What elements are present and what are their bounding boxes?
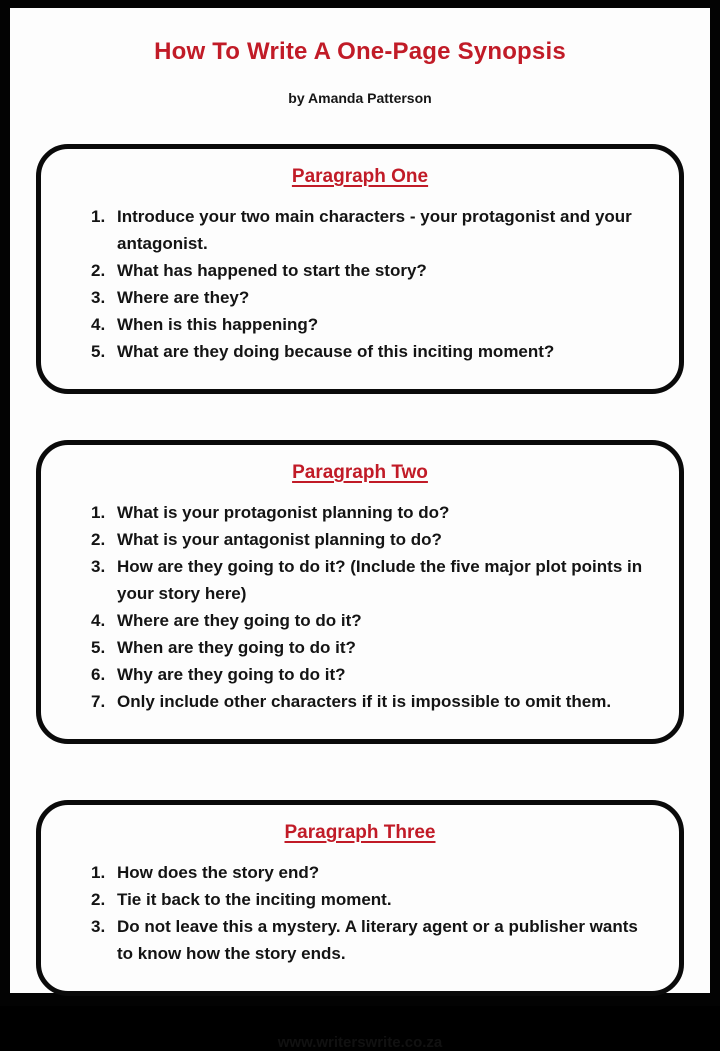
paragraph-three-list [69, 859, 651, 967]
list-item: What has happened to start the story? [117, 261, 427, 280]
list-item: Tie it back to the inciting moment. [117, 890, 392, 909]
paragraph-two-list [69, 499, 651, 715]
list-item: Where are they going to do it? [117, 611, 362, 630]
synopsis-poster [10, 8, 710, 1051]
list-item: When is this happening? [117, 315, 319, 334]
footer-url: www.writerswrite.co.za [277, 1034, 443, 1051]
paragraph-three-heading: Paragraph Three [284, 822, 436, 843]
list-item: Only include other characters if it is impossible to omit them. [117, 692, 612, 711]
list-item: What is your protagonist planning to do? [117, 503, 450, 522]
list-item: Why are they going to do it? [117, 665, 346, 684]
list-item: What is your antagonist planning to do? [117, 530, 442, 549]
paragraph-two-box [36, 440, 684, 744]
paragraph-one-box [36, 144, 684, 394]
list-item: When are they going to do it? [117, 638, 356, 657]
paragraph-two-heading: Paragraph Two [292, 462, 428, 483]
paragraph-one-list [69, 203, 651, 365]
list-item: Introduce your two main characters - your protagonist and your antagonist. [117, 207, 632, 253]
list-item: Where are they? [117, 288, 250, 307]
paragraph-one-heading: Paragraph One [291, 166, 429, 187]
byline: by Amanda Patterson [288, 90, 432, 106]
list-item: What are they doing because of this inciting moment? [117, 342, 555, 361]
list-item: How are they going to do it? (Include the five major plot points in your story here) [117, 557, 643, 603]
paragraph-three-box [36, 800, 684, 996]
page-title: How To Write A One-Page Synopsis [154, 38, 566, 65]
list-item: How does the story end? [117, 863, 320, 882]
list-item: Do not leave this a mystery. A literary agent or a publisher wants to know how the story ends. [117, 917, 638, 963]
